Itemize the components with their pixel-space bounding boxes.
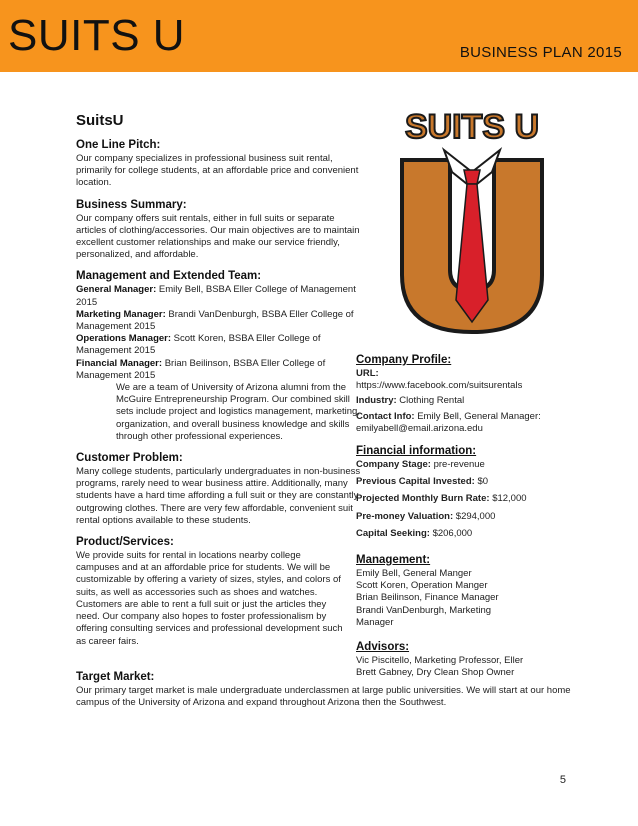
- left-column: [76, 130, 366, 648]
- header-banner: [0, 0, 638, 72]
- logo-tie: [456, 184, 488, 322]
- advisor-line: Vic Piscitello, Marketing Professor, Eller: [356, 655, 524, 667]
- target-heading: Target Market:: [76, 671, 155, 683]
- header-title: SUITS U: [8, 11, 186, 60]
- financial-item: Projected Monthly Burn Rate: $12,000: [356, 493, 527, 505]
- page-number: 5: [559, 774, 566, 786]
- financial-item: Capital Seeking: $206,000: [356, 527, 473, 539]
- problem-text: Many college students, particularly undergraduates in non-business programs, rarely need to wear business attire. Additionally, many students have a hard time affording a full suit or they are constantly outgrowing clothes. There are very few affordable, convenient suit rental options available to these students.: [76, 466, 361, 526]
- management-heading: Management:: [356, 554, 431, 567]
- summary-heading: Business Summary:: [76, 198, 187, 211]
- team-heading: Management and Extended Team:: [76, 270, 262, 283]
- header-subtitle: BUSINESS PLAN 2015: [459, 44, 622, 61]
- product-text: We provide suits for rental in locations nearby college campuses and at an affordable price for students. We will be customizable by offering a variety of sizes, styles, and colors of suits, as well as accessories such as shoes and watches. Customers are able to rent a full suit or just the articles they need. Our company also hopes to foster professionalism by offering consulting services and professional development such as career fairs.: [76, 550, 343, 647]
- problem-heading: Customer Problem:: [76, 452, 183, 465]
- team-text: We are a team of University of Arizona alumni from the McGuire Entrepreneurship Program. Our combined skill sets include project and logistics management, marketing, organization, and overall business knowledge and skills through other professional experiences.: [116, 382, 360, 442]
- pitch-heading: One Line Pitch:: [76, 139, 161, 151]
- company-name: SuitsU: [76, 112, 124, 129]
- profile-contact: Contact Info: Emily Bell, General Manager: emilyabell@email.arizona.edu: [356, 410, 541, 434]
- advisor-line: Brett Gabney, Dry Clean Shop Owner: [356, 667, 515, 679]
- management-line: Brandi VanDenburgh, Marketing Manager: [356, 604, 492, 628]
- logo-tie-knot: [464, 170, 480, 184]
- management-line: Emily Bell, General Manger: [356, 568, 472, 580]
- profile-industry: Industry: Clothing Rental: [356, 395, 465, 407]
- profile-heading: Company Profile:: [356, 354, 452, 366]
- logo-text: SUITS U: [404, 108, 540, 146]
- target-section: [76, 662, 576, 709]
- product-heading: Product/Services:: [76, 536, 174, 549]
- team-member: Operations Manager: Scott Koren, BSBA Eller College of Management 2015: [76, 333, 321, 357]
- right-column: [356, 344, 596, 679]
- financial-item: Pre-money Valuation: $294,000: [356, 510, 496, 522]
- management-line: Brian Beilinson, Finance Manager: [356, 592, 499, 604]
- profile-url: URL: https://www.facebook.com/suitsurentals: [356, 368, 523, 392]
- team-member: Marketing Manager: Brandi VanDenburgh, BSBA Eller College of Management 2015: [76, 308, 354, 333]
- financial-item: Company Stage: pre-revenue: [356, 459, 485, 471]
- suits-u-logo-icon: [372, 100, 572, 340]
- summary-text: Our company offers suit rentals, either in full suits or separate articles of clothing/accessories. Our main objectives are to maintain excellent customer relationships and make our service friendly, personalized, and affordable.: [76, 212, 360, 261]
- target-text: Our primary target market is male undergraduate underclassmen at large public universities. We will start at our home campus of the University of Arizona and expand throughout Arizona then the Southwest.: [76, 685, 571, 709]
- financial-heading: Financial information:: [356, 445, 477, 458]
- team-member: Financial Manager: Brian Beilinson, BSBA Eller College of Management 2015: [76, 357, 326, 381]
- advisors-heading: Advisors:: [356, 641, 410, 654]
- financial-item: Previous Capital Invested: $0: [356, 476, 489, 488]
- pitch-text: Our company specializes in professional business suit rental, primarily for college students, at an affordable price and convenient location.: [76, 153, 359, 189]
- management-line: Scott Koren, Operation Manger: [356, 580, 488, 592]
- team-member: General Manager: Emily Bell, BSBA Eller College of Management 2015: [76, 284, 356, 308]
